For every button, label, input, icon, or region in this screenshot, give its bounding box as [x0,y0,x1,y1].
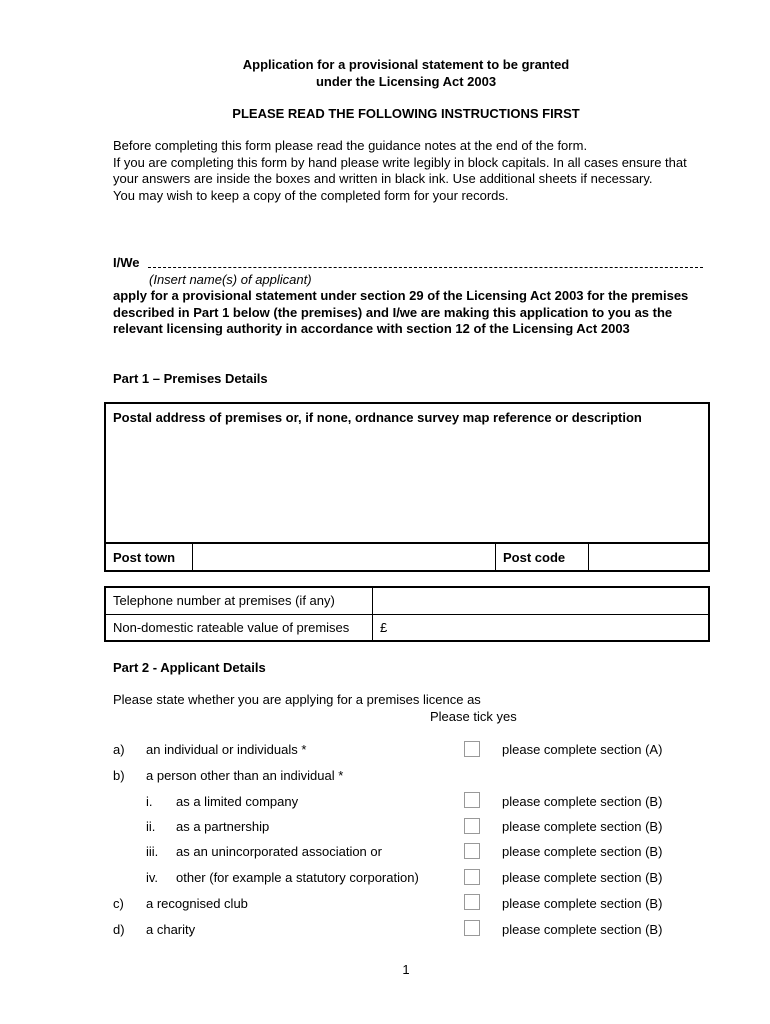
title-line-1: Application for a provisional statement to be granted [242,57,570,72]
post-code-input[interactable] [589,543,710,571]
option-marker: iii. [146,844,159,859]
option-label: other (for example a statutory corporation) [176,870,419,885]
applicant-name-note: (Insert name(s) of applicant) [149,272,312,287]
instructions-heading: PLEASE READ THE FOLLOWING INSTRUCTIONS FIRST [232,106,580,121]
option-marker: d) [113,922,125,937]
option-marker: i. [146,794,153,809]
option-marker: b) [113,768,125,783]
option-label: a charity [146,922,196,937]
premises-address-box [104,402,710,572]
limited-company-checkbox[interactable] [464,792,480,808]
option-label: a recognised club [146,896,248,911]
rateable-label: Non-domestic rateable value of premises [105,614,373,641]
premises-contact-table [104,586,710,642]
premises-address-label: Postal address of premises or, if none, ordnance survey map reference or description [113,410,642,425]
option-instruction: please complete section (B) [502,922,663,937]
telephone-input[interactable] [373,587,710,614]
option-marker: ii. [146,819,156,834]
option-label: as a partnership [176,819,270,834]
option-marker: a) [113,742,125,757]
post-town-input[interactable] [193,543,496,571]
instruction-3: You may wish to keep a copy of the completed form for your records. [113,187,509,203]
telephone-label: Telephone number at premises (if any) [105,587,373,614]
rateable-input[interactable] [373,614,710,641]
individual-checkbox[interactable] [464,741,480,757]
tick-instruction: Please tick yes [430,709,517,724]
pound-sign: £ [380,619,388,635]
premises-address-field[interactable] [105,403,709,543]
option-label: an individual or individuals * [146,742,307,757]
instructions [113,138,713,204]
option-instruction: please complete section (B) [502,844,663,859]
option-marker: iv. [146,870,159,885]
option-label: a person other than an individual * [146,768,344,783]
option-instruction: please complete section (B) [502,870,663,885]
page-number: 1 [402,962,410,977]
part2-heading: Part 2 - Applicant Details [113,660,266,675]
part1-heading: Part 1 – Premises Details [113,371,268,386]
instruction-2: If you are completing this form by hand please write legibly in block capitals. In all cases ensure that your answers are inside the boxes and written in black ink. Use additional sheets if necessary. [113,154,687,186]
option-instruction: please complete section (B) [502,794,663,809]
instruction-1: Before completing this form please read the guidance notes at the end of the form. [113,138,588,153]
applicant-name-field[interactable] [148,267,703,268]
recognised-club-checkbox[interactable] [464,894,480,910]
unincorporated-association-checkbox[interactable] [464,843,480,859]
iwe-label: I/We [113,255,140,270]
form-title [0,56,770,90]
option-instruction: please complete section (A) [502,742,663,757]
apply-statement: apply for a provisional statement under section 29 of the Licensing Act 2003 for the premises described in Part 1 below (the premises) and I/we are making this application to you as the relevant licensing authority in accordance with section 12 of the Licensing Act 2003 [113,288,689,336]
post-code-label: Post code [496,543,589,571]
option-instruction: please complete section (B) [502,819,663,834]
option-label: as a limited company [176,794,299,809]
option-marker: c) [113,896,124,911]
title-line-2: under the Licensing Act 2003 [315,74,497,89]
post-town-label: Post town [105,543,193,571]
partnership-checkbox[interactable] [464,818,480,834]
statutory-corporation-checkbox[interactable] [464,869,480,885]
option-instruction: please complete section (B) [502,896,663,911]
applicant-type-question: Please state whether you are applying for a premises licence as [113,692,481,707]
option-label: as an unincorporated association or [176,844,382,859]
charity-checkbox[interactable] [464,920,480,936]
